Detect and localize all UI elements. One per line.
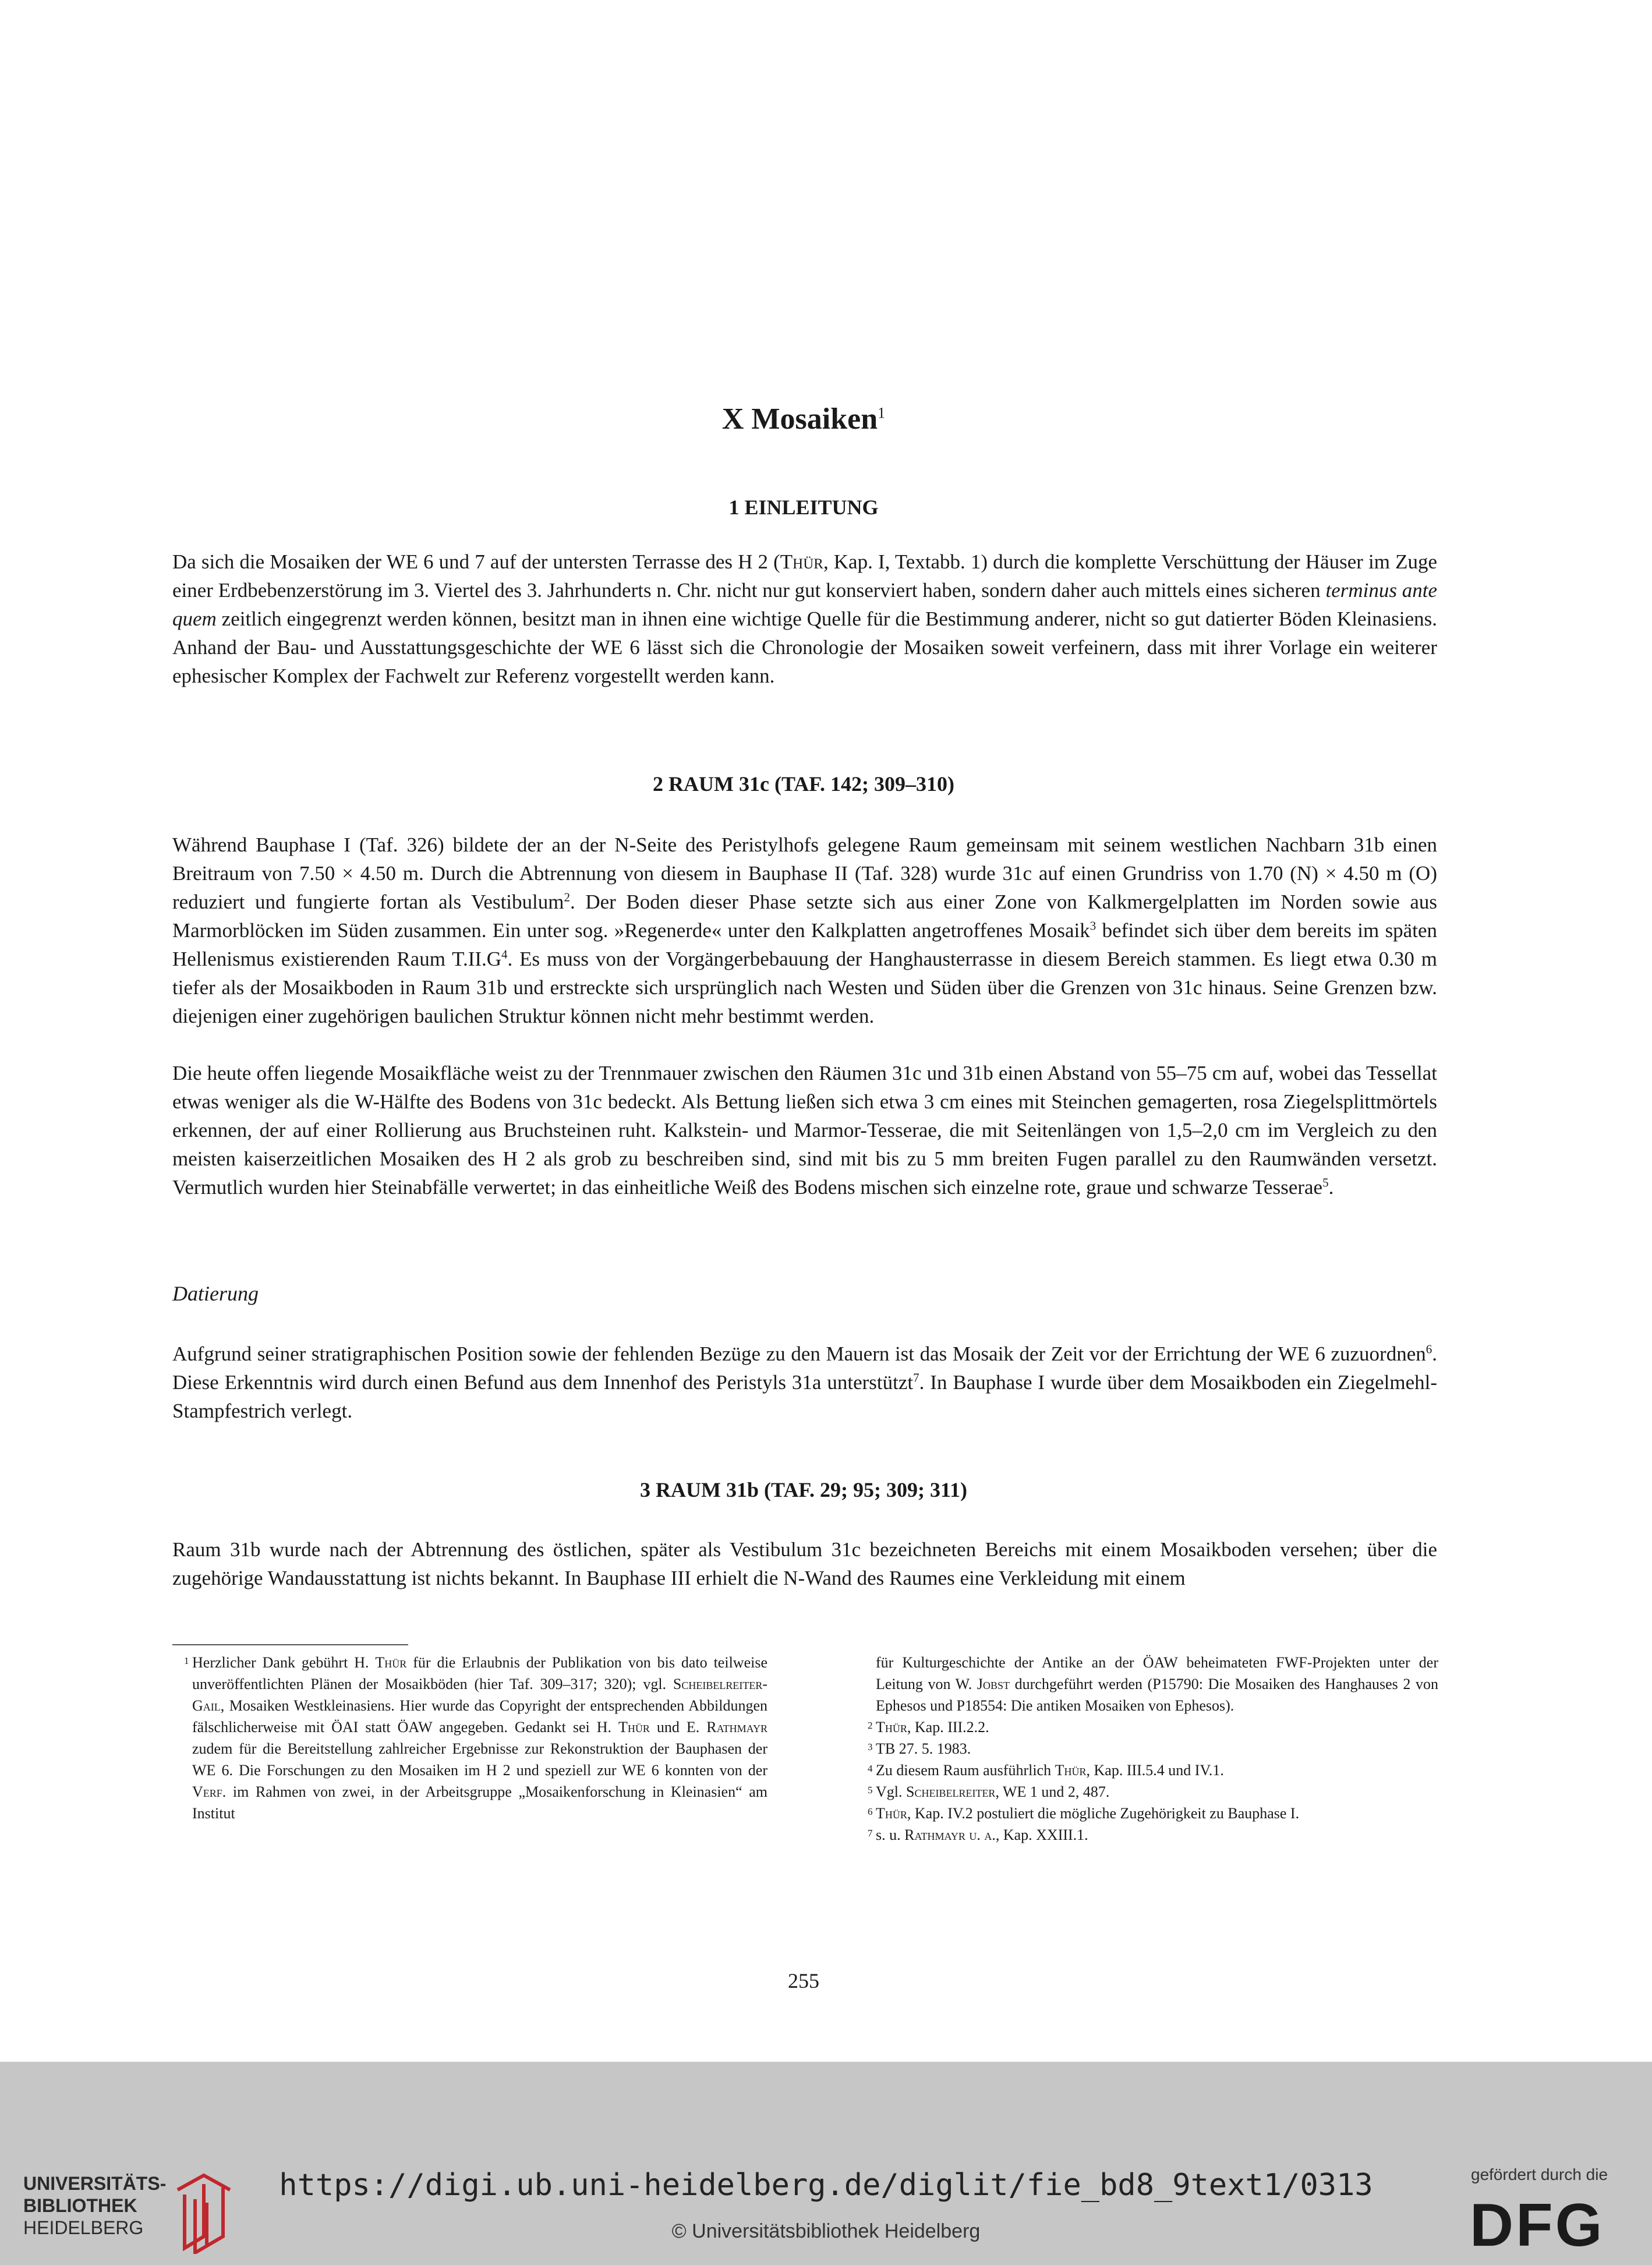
footnote-ref[interactable]: 1 — [878, 404, 886, 422]
footnote-2: 2 Thür, Kap. III.2.2. — [868, 1719, 989, 1736]
footnotes-right-column — [856, 1652, 1438, 1846]
section-heading-raum-31c: 2 RAUM 31c (TAF. 142; 309–310) — [653, 772, 954, 796]
subheading-datierung: Datierung — [172, 1282, 259, 1305]
section-heading-einleitung: 1 EINLEITUNG — [728, 496, 879, 519]
latin-term: terminus ante quem — [172, 579, 1437, 630]
footnote-ref[interactable]: 6 — [1425, 1342, 1432, 1356]
viewer-footer — [0, 2062, 1652, 2265]
footnote-ref[interactable]: 4 — [501, 947, 508, 962]
footnote-3: 3 TB 27. 5. 1983. — [868, 1740, 971, 1757]
footnote-7: 7 s. u. Rathmayr u. a., Kap. XXIII.1. — [868, 1826, 1088, 1843]
footnote-5: 5 Vgl. Scheibelreiter, WE 1 und 2, 487. — [868, 1783, 1110, 1800]
footnote-6: 6 Thür, Kap. IV.2 postuliert die mögliche Zugehörigkeit zu Bauphase I. — [868, 1805, 1300, 1822]
footnote-1-continuation: für Kulturgeschichte der Antike an der ÖAW beheimateten FWF-Projekten unter der Leitung von W. Jobst durchgeführt werden (P15790: Die Mosaiken des Hanghauses 2 von Ephesos und P18554: Die antiken Mosaiken von Ephesos). — [876, 1654, 1438, 1714]
funding-note: gefördert durch die — [1471, 2165, 1608, 2183]
footnote-4: 4 Zu diesem Raum ausführlich Thür, Kap. III.5.4 und IV.1. — [868, 1762, 1224, 1779]
footnote-ref[interactable]: 3 — [1089, 918, 1096, 933]
paragraph-datierung: Aufgrund seiner stratigraphischen Position sowie der fehlenden Bezüge zu den Mauern ist das Mosaik der Zeit vor der Errichtung der WE 6 zuzuordnen$^6$. Diese Erkenntnis wird durch einen Befund aus dem Innenhof des Peristyls 31a unterstützt$^7$. In Bauphase I wurde über dem Mosaikboden ein Ziegelmehl-Stampfestrich verlegt. — [172, 1342, 1437, 1422]
footnote-divider — [172, 1644, 408, 1645]
footnote-ref[interactable]: 5 — [1322, 1175, 1329, 1190]
library-name: UNIVERSITÄTS- BIBLIOTHEK HEIDELBERG — [23, 2173, 167, 2238]
author-name: Thür — [780, 550, 823, 573]
dfg-logo[interactable]: DFG — [1470, 2192, 1605, 2259]
paragraph-einleitung: Da sich die Mosaiken der WE 6 und 7 auf der untersten Terrasse des H 2 (Thür, Kap. I, Textabb. 1) durch die komplette Verschüttung der Häuser im Zuge einer Erdbebenzerstörung im 3. Viertel des 3. Jahrhunderts n. Chr. nicht nur gut konserviert haben, sondern daher auch mittels eines sicheren terminus ante quem zeitlich eingegrenzt werden können, besitzt man in ihnen eine wichtige Quelle für die Bestimmung anderer, nicht so gut datierter Böden Kleinasiens. Anhand der Bau- und Ausstattungsgeschichte der WE 6 lässt sich die Chronologie der Mosaiken soweit verfeinern, dass mit ihrer Vorlage ein weiterer ephesischer Komplex der Fachwelt zur Referenz vorgestellt werden kann. — [172, 550, 1437, 687]
paragraph-raum-31c-2: Die heute offen liegende Mosaikfläche weist zu der Trennmauer zwischen den Räumen 31c und 31b einen Abstand von 55–75 cm auf, wobei das Tessellat etwas weniger als die W-Hälfte des Bodens von 31c bedeckt. Als Bettung ließen sich etwa 3 cm eines mit Steinchen gemagerten, rosa Ziegelsplittmörtels erkennen, der auf einer Rollierung aus Bruchsteinen ruht. Kalkstein- und Marmor-Tesserae, die mit Seitenlängen von 1,5–2,0 cm im Vergleich zu den meisten kaiserzeitlichen Mosaiken des H 2 als grob zu beschreiben sind, sind mit bis zu 5 mm breiten Fugen parallel zu den Raumwänden versetzt. Vermutlich wurden hier Steinabfälle verwertet; in das einheitliche Weiß des Bodens mischen sich einzelne rote, graue und schwarze Tesserae$^5$. — [172, 1062, 1437, 1199]
footnote-ref[interactable]: 2 — [564, 890, 570, 904]
footnote-ref[interactable]: 7 — [913, 1370, 919, 1385]
paragraph-raum-31c-1: Während Bauphase I (Taf. 326) bildete der an der N-Seite des Peristylhofs gelegene Raum gemeinsam mit seinem westlichen Nachbarn 31b einen Breitraum von 7.50 × 4.50 m. Durch die Abtrennung von diesem in Bauphase II (Taf. 328) wurde 31c auf einen Grundriss von 1.70 (N) × 4.50 m (O) reduziert und fungierte fortan als Vestibulum$^2$. Der Boden dieser Phase setzte sich aus einer Zone von Kalkmergelplatten im Norden sowie aus Marmorblöcken im Süden zusammen. Ein unter sog. »Regenerde« unter den Kalkplatten angetroffenes Mosaik$^3$ befindet sich über dem bereits im späten Hellenismus existierenden Raum $T.II.G^4$. Es muss von der Vorgängerbebauung der Hanghausterrasse in diesem Bereich stammen. Es liegt etwa 0.30 m tiefer als der Mosaikboden in Raum 31b und erstreckte sich ursprünglich nach Westen und Süden über die Grenzen von 31c hinaus. Seine Grenzen bzw. diejenigen einer zugehörigen baulichen Struktur können nicht mehr bestimmt werden. — [172, 833, 1437, 1027]
footnotes-left-column — [172, 1652, 767, 1824]
page-number: 255 — [788, 1969, 819, 1992]
paragraph-raum-31b: Raum 31b wurde nach der Abtrennung des östlichen, später als Vestibulum 31c bezeichneten Bereichs mit einem Mosaikboden versehen; über die zugehörige Wandausstattung ist nichts bekannt. In Bauphase III erhielt die N-Wand des Raumes eine Verkleidung mit einem — [172, 1538, 1437, 1589]
section-heading-raum-31b: 3 RAUM 31b (TAF. 29; 95; 309; 311) — [640, 1478, 967, 1501]
permalink-url[interactable]: https://digi.ub.uni-heidelberg.de/diglit/fie_bd8_9text1/0313 — [279, 2168, 1373, 2203]
chapter-title — [0, 402, 1607, 436]
copyright-notice: © Universitätsbibliothek Heidelberg — [671, 2220, 981, 2242]
chapter-title-text: X Mosaiken — [721, 402, 878, 436]
footnote-1: 1 Herzlicher Dank gebührt H. Thür für die Erlaubnis der Publikation von bis dato teilweise unveröffentlichten Plänen der Mosaikböden (hier Taf. 309–317; 320); vgl. Scheibelreiter-Gail, Mosaiken Westkleinasiens. Hier wurde das Copyright der entsprechenden Abbildungen fälschlicherweise mit ÖAI statt ÖAW angegeben. Gedankt sei H. Thür und E. Rathmayr zudem für die Bereitstellung zahlreicher Ergebnisse zur Rekonstruktion der Bauphasen der WE 6. Die Forschungen zu den Mosaiken im H 2 und speziell zur WE 6 konnten von der Verf. im Rahmen von zwei, in der Arbeitsgruppe „Mosaikenforschung in Kleinasien“ am Institut — [184, 1654, 767, 1822]
